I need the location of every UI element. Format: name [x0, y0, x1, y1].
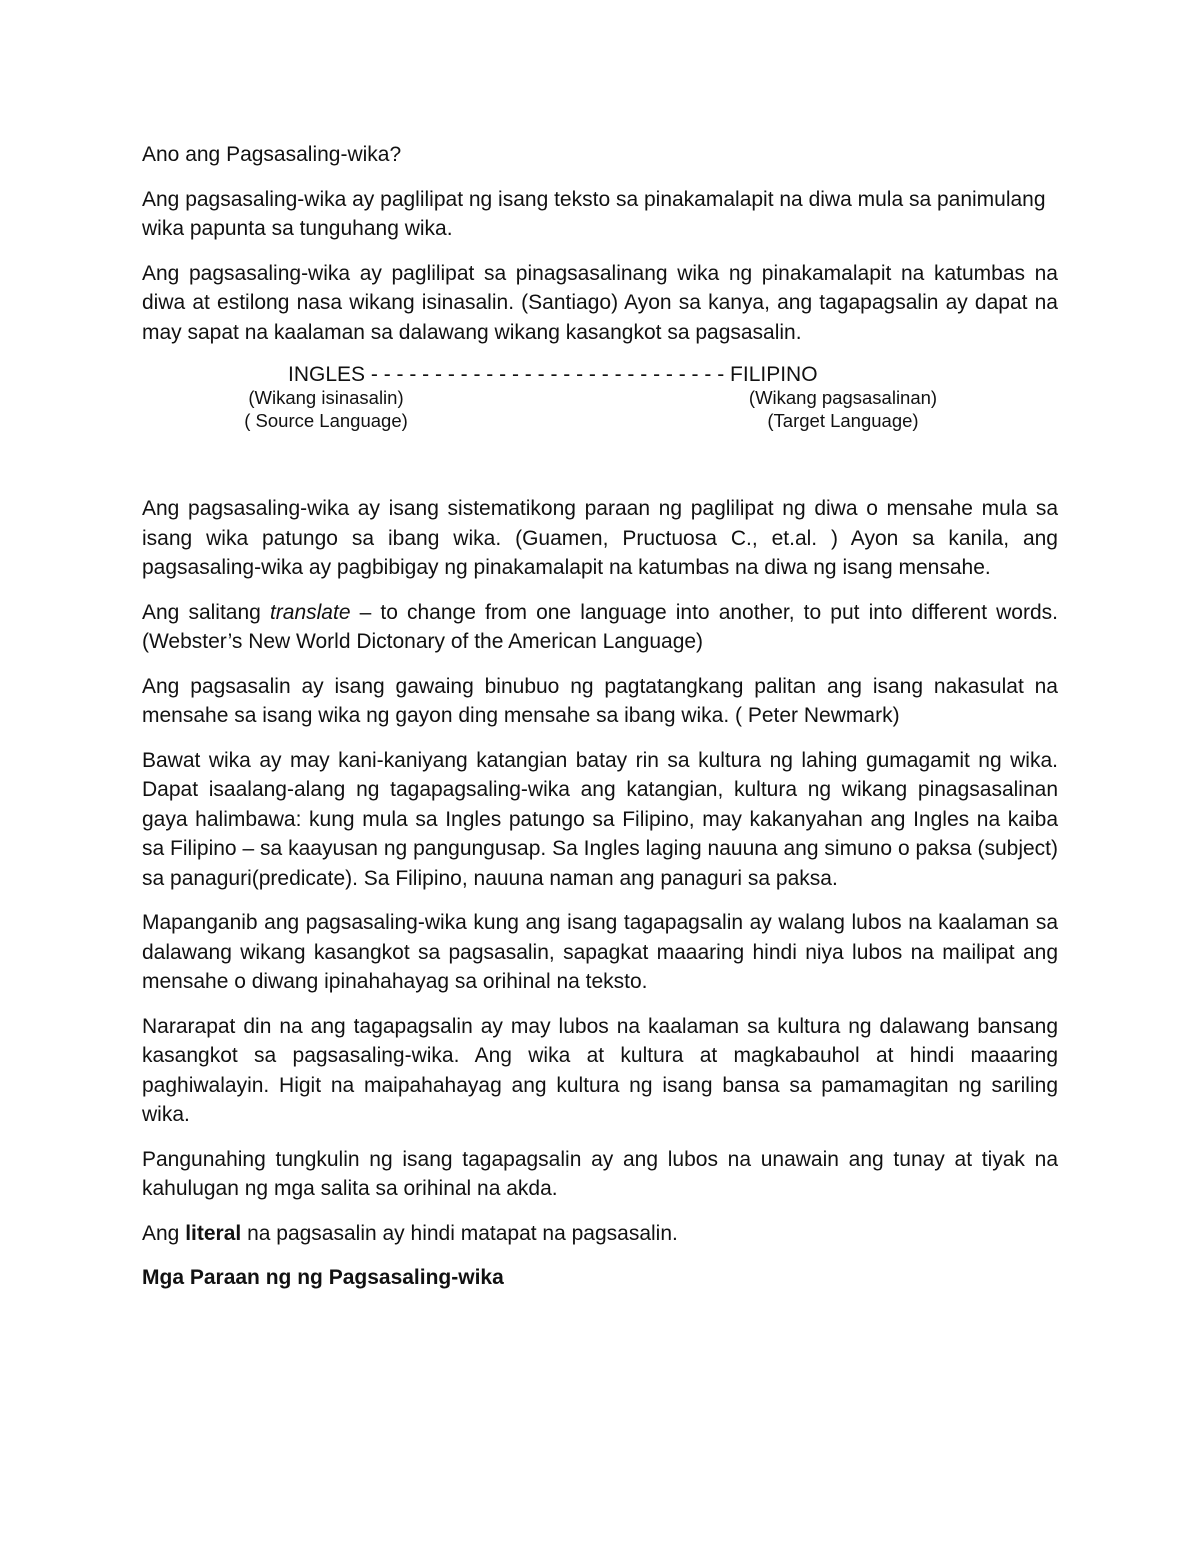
translation-diagram — [142, 362, 1058, 462]
paragraph-culture: Nararapat din na ang tagapagsalin ay may lubos na kaalaman sa kultura ng dalawang bansang kasangkot sa pagsasaling-wika. Ang wika at kultura at magkabauhol at hindi maaaring paghiwalayin. Higit na maipahahayag ang kultura ng isang bansa sa pamamagitan ng sariling wika. — [142, 1014, 1058, 1126]
paragraph-newmark: Ang pagsasalin ay isang gawaing binubuo ng pagtatangkang palitan ang isang nakasulat na mensahe sa isang wika ng gayon ding mensahe sa ibang wika. ( Peter Newmark) — [142, 674, 1058, 727]
paragraph-guamen: Ang pagsasaling-wika ay isang sistematikong paraan ng paglilipat ng diwa o mensahe mula sa isang wika patungo sa ibang wika. (Guamen, Pructuosa C., et.al. ) Ayon sa kanila, ang pagsasaling-wika ay pagbibigay ng pinakamalapit na katumbas na diwa ng isang mensahe. — [142, 497, 1058, 579]
paragraph-literal-rest: na pagsasalin ay hindi matapat na pagsasalin. — [241, 1221, 678, 1245]
diagram-line: INGLES - - - - - - - - - - - - - - - - - - - - - - - - - - - - FILIPINO — [288, 363, 818, 386]
diagram-target-label-1: (Wikang pagsasalinan) — [748, 387, 938, 408]
paragraph-literal-prefix: Ang — [142, 1221, 186, 1245]
diagram-target-label-2: (Target Language) — [767, 410, 919, 431]
paragraph-translate-definition — [142, 598, 1058, 657]
paragraph-translate-prefix: Ang salitang — [142, 600, 270, 624]
section-heading: Mga Paraan ng ng Pagsasaling-wika — [142, 1266, 504, 1289]
paragraph-santiago: Ang pagsasaling-wika ay paglilipat sa pinagsasalinang wika ng pinakamalapit na katumbas na diwa at estilong nasa wikang isinasalin. (Santiago) Ayon sa kanya, ang tagapagsalin ay dapat na may sapat na kaalaman sa dalawang wikang kasangkot sa pagsasalin. — [142, 261, 1058, 344]
translate-term: translate — [269, 600, 351, 624]
document-body — [142, 140, 1058, 1308]
diagram-source-label-1: (Wikang isinasalin) — [248, 387, 404, 408]
diagram-source-label-2: ( Source Language) — [244, 410, 408, 431]
paragraph-main-duty: Pangunahing tungkulin ng isang tagapagsalin ay ang lubos na unawain ang tunay at tiyak na kahulugan ng mga salita sa orihinal na akda. — [142, 1147, 1058, 1200]
diagram-target-labels — [738, 386, 948, 432]
paragraph-language-characteristics: Bawat wika ay may kani-kaniyang katangian batay rin sa kultura ng lahing gumagamit ng wika. Dapat isaalang-alang ng tagapagsaling-wika ang katangian, kultura ng wikang pinagsasalinan gaya halimbawa: kung mula sa Ingles patungo sa Filipino, may kakanyahan ang Ingles na kaiba sa Filipino – sa kaayusan ng pangungusap. Sa Ingles laging nauuna ang simuno o paksa (subject) sa panaguri(predicate). Sa Filipino, nauuna naman ang panaguri sa paksa. — [142, 748, 1058, 890]
diagram-source-labels — [226, 386, 426, 432]
paragraph-definition-1: Ang pagsasaling-wika ay paglilipat ng isang teksto sa pinakamalapit na diwa mula sa panimulang wika papunta sa tunguhang wika. — [142, 187, 1046, 240]
paragraph-translate-rest: – to change from one language into another, to put into different words. (Webster’s New World Dictonary of the American Language) — [142, 600, 1058, 653]
paragraph-literal — [142, 1219, 1058, 1249]
document-title: Ano ang Pagsasaling-wika? — [142, 143, 402, 166]
paragraph-danger: Mapanganib ang pagsasaling-wika kung ang isang tagapagsalin ay walang lubos na kaalaman sa dalawang wikang kasangkot sa pagsasalin, sapagkat maaaring hindi niya lubos na mailipat ang mensahe o diwang ipinahahayag sa orihinal na teksto. — [142, 911, 1058, 993]
literal-term: literal — [185, 1221, 242, 1245]
